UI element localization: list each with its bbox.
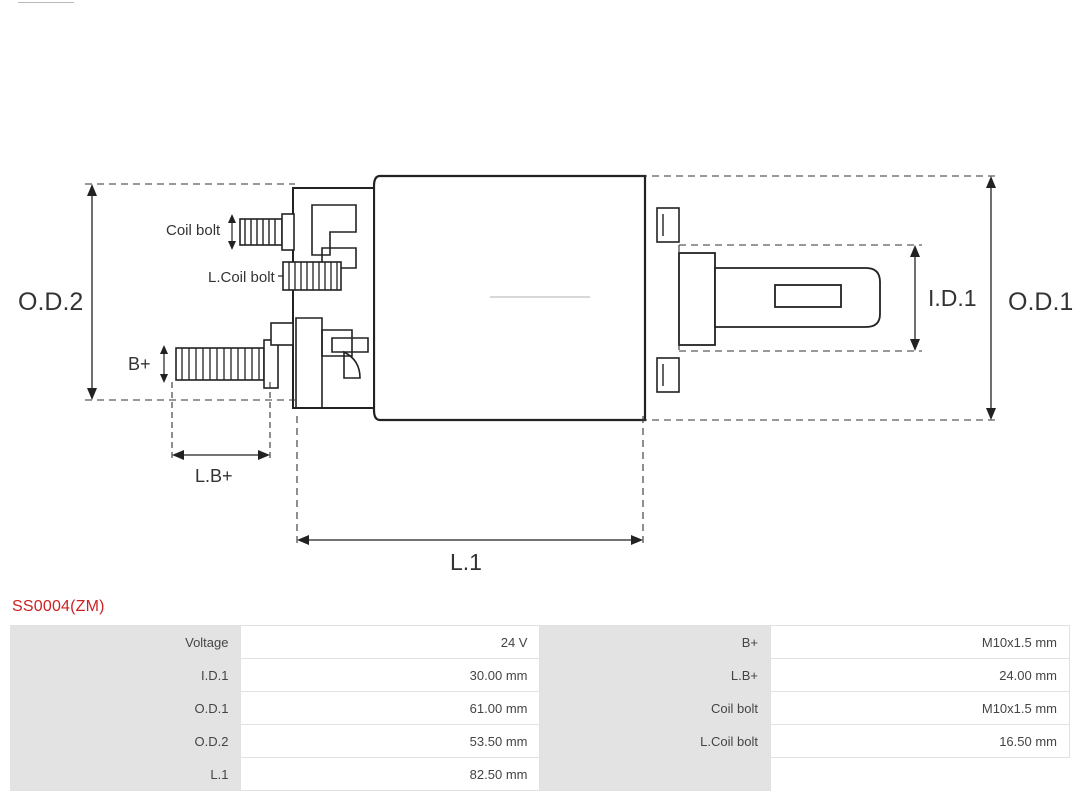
dim-label-l-coil-bolt: L.Coil bolt bbox=[208, 269, 275, 286]
spec-value-id1: 30.00 mm bbox=[241, 659, 540, 692]
spec-value-voltage: 24 V bbox=[241, 626, 540, 659]
dim-label-l1: L.1 bbox=[450, 549, 482, 575]
dim-label-od2: O.D.2 bbox=[18, 288, 84, 316]
spec-label-id1: I.D.1 bbox=[11, 659, 241, 692]
table-row bbox=[11, 692, 1070, 725]
spec-label-coil-bolt: Coil bolt bbox=[540, 692, 770, 725]
spec-label-l1: L.1 bbox=[11, 758, 241, 791]
spec-empty-cell-value bbox=[770, 758, 1069, 791]
specifications-table bbox=[10, 625, 1070, 791]
spec-label-bplus: B+ bbox=[540, 626, 770, 659]
dim-label-coil-bolt: Coil bolt bbox=[166, 222, 221, 239]
spec-empty-cell-label bbox=[540, 758, 770, 791]
table-row bbox=[11, 725, 1070, 758]
spec-value-bplus: M10x1.5 mm bbox=[770, 626, 1069, 659]
spec-value-od1: 61.00 mm bbox=[241, 692, 540, 725]
spec-value-l1: 82.50 mm bbox=[241, 758, 540, 791]
spec-value-l-coil-bolt: 16.50 mm bbox=[770, 725, 1069, 758]
dim-label-bplus: B+ bbox=[128, 354, 151, 374]
spec-value-od2: 53.50 mm bbox=[241, 725, 540, 758]
spec-label-od1: O.D.1 bbox=[11, 692, 241, 725]
dim-label-od1: O.D.1 bbox=[1008, 288, 1074, 316]
table-row bbox=[11, 659, 1070, 692]
dim-label-id1: I.D.1 bbox=[928, 285, 977, 311]
dim-label-lbplus: L.B+ bbox=[195, 466, 233, 486]
part-code: SS0004(ZM) bbox=[12, 598, 105, 615]
spec-label-l-coil-bolt: L.Coil bolt bbox=[540, 725, 770, 758]
spec-value-coil-bolt: M10x1.5 mm bbox=[770, 692, 1069, 725]
spec-label-voltage: Voltage bbox=[11, 626, 241, 659]
spec-value-lbplus: 24.00 mm bbox=[770, 659, 1069, 692]
spec-label-lbplus: L.B+ bbox=[540, 659, 770, 692]
table-row bbox=[11, 758, 1070, 791]
table-row bbox=[11, 626, 1070, 659]
spec-label-od2: O.D.2 bbox=[11, 725, 241, 758]
